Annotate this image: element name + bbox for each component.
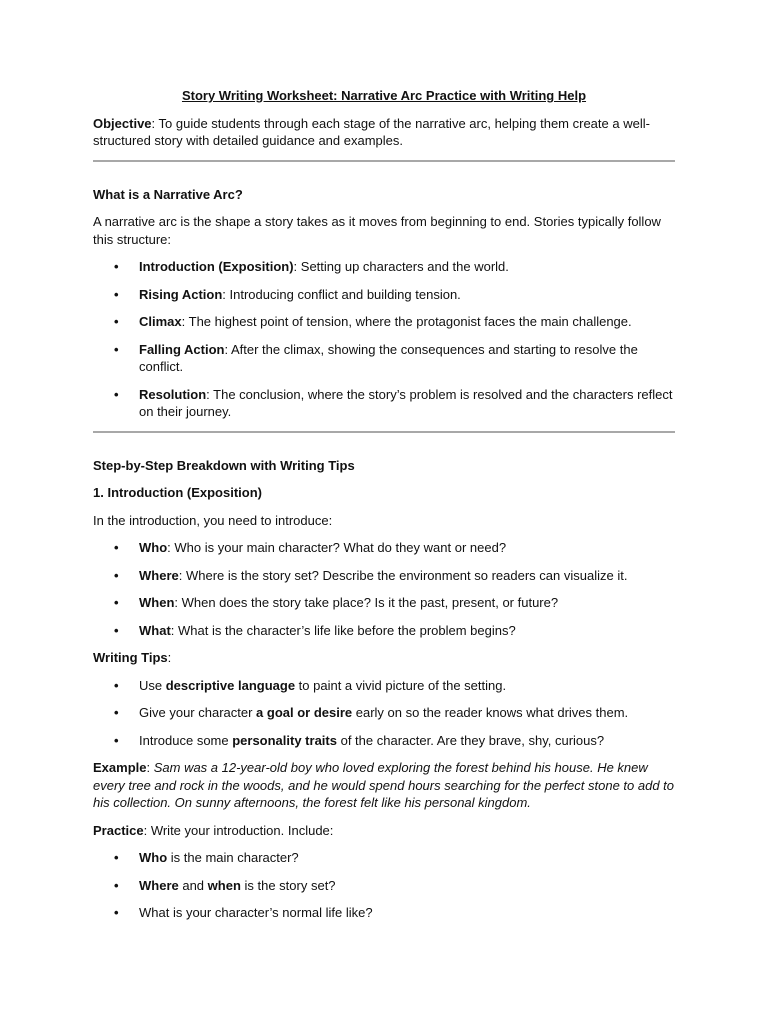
- list-item: [93, 704, 675, 722]
- list-item: [93, 877, 675, 895]
- arc-intro: A narrative arc is the shape a story takes as it moves from beginning to end. Stories typically follow this structure:: [93, 214, 661, 247]
- list-item-text: : When does the story take place? Is it the past, present, or future?: [174, 595, 559, 610]
- list-item: [93, 258, 675, 276]
- list-item: [93, 286, 675, 304]
- list-item-text: : After the climax, showing the consequences and starting to resolve the conflict.: [139, 341, 638, 374]
- list-item: [93, 539, 675, 557]
- practice-item-text: is the main character?: [167, 850, 299, 865]
- list-item-text: : Who is your main character? What do they want or need?: [167, 540, 507, 555]
- practice-item-text: is the story set?: [240, 877, 336, 893]
- arc-list: [93, 258, 675, 421]
- tip-text: early on so the reader knows what drives them.: [352, 705, 629, 720]
- practice-emphasis: when: [207, 877, 241, 893]
- example-text: Sam was a 12-year-old boy who loved exploring the forest behind his house. He knew every tree and rock in the woods, and he would spend hours searching for the perfect stone to add to his collection. On sunny afternoons, the forest felt like his personal kingdom.: [93, 760, 675, 810]
- practice-label: Practice: [93, 822, 144, 838]
- example-paragraph: [93, 759, 675, 812]
- practice-emphasis: Where: [139, 877, 179, 893]
- tip-emphasis: a goal or desire: [256, 705, 353, 720]
- practice-item-text: and: [178, 877, 208, 893]
- page-title: Story Writing Worksheet: Narrative Arc Practice with Writing Help: [181, 88, 587, 103]
- list-item: [93, 904, 675, 922]
- list-item-term: Falling Action: [139, 341, 225, 357]
- list-item-text: : Introducing conflict and building tension.: [222, 286, 461, 302]
- practice-emphasis: Who: [139, 850, 168, 865]
- tip-text: Give your character: [139, 705, 257, 720]
- list-item-text: : Setting up characters and the world.: [293, 259, 509, 274]
- list-item: [93, 622, 675, 640]
- tip-text: to paint a vivid picture of the setting.: [295, 677, 507, 693]
- tip-text: Use: [139, 677, 166, 693]
- objective-paragraph: [93, 115, 675, 150]
- list-item-term: Resolution: [139, 386, 207, 402]
- arc-heading: What is a Narrative Arc?: [93, 186, 243, 202]
- practice-list: [93, 849, 675, 922]
- list-item: [93, 567, 675, 585]
- objective-text: : To guide students through each stage of the narrative arc, helping them create a well-structured story with detailed guidance and examples.: [93, 115, 650, 148]
- tip-emphasis: descriptive language: [165, 677, 296, 693]
- list-item-text: : Where is the story set? Describe the environment so readers can visualize it.: [178, 567, 628, 583]
- introduction-list: [93, 539, 675, 639]
- list-item-term: What: [139, 622, 171, 638]
- writing-tips-list: [93, 677, 675, 750]
- list-item: [93, 313, 675, 331]
- list-item-term: Introduction (Exposition): [139, 259, 294, 274]
- practice-text: : Write your introduction. Include:: [143, 822, 334, 838]
- introduction-intro: In the introduction, you need to introduce:: [93, 512, 333, 528]
- list-item-term: Climax: [139, 314, 182, 329]
- list-item-term: When: [139, 595, 175, 610]
- list-item: [93, 341, 675, 376]
- writing-tips-colon: :: [167, 650, 172, 665]
- list-item-text: : The conclusion, where the story’s problem is resolved and the characters reflect on their journey.: [139, 386, 673, 419]
- list-item-term: Where: [139, 567, 179, 583]
- tip-text: Introduce some: [139, 732, 233, 748]
- list-item: [93, 677, 675, 695]
- list-item: [93, 386, 675, 421]
- tip-emphasis: personality traits: [232, 732, 337, 748]
- divider-2: [93, 431, 675, 433]
- practice-paragraph: [93, 822, 675, 840]
- divider-1: [93, 160, 675, 162]
- writing-tips-label-line: [93, 649, 675, 667]
- writing-tips-label: Writing Tips: [93, 650, 168, 665]
- practice-item-text: What is your character’s normal life like?: [139, 905, 373, 920]
- list-item-text: : The highest point of tension, where the protagonist faces the main challenge.: [181, 314, 632, 329]
- list-item: [93, 732, 675, 750]
- objective-label: Objective: [93, 115, 152, 131]
- tip-text: of the character. Are they brave, shy, curious?: [336, 732, 605, 748]
- list-item-term: Who: [139, 540, 168, 555]
- breakdown-heading: Step-by-Step Breakdown with Writing Tips: [93, 457, 355, 473]
- introduction-subheading: 1. Introduction (Exposition): [93, 485, 262, 500]
- list-item-term: Rising Action: [139, 286, 223, 302]
- list-item-text: : What is the character’s life like before the problem begins?: [170, 622, 516, 638]
- example-colon: :: [146, 760, 151, 775]
- list-item: [93, 849, 675, 867]
- list-item: [93, 594, 675, 612]
- document-content: [93, 87, 675, 932]
- example-label: Example: [93, 760, 147, 775]
